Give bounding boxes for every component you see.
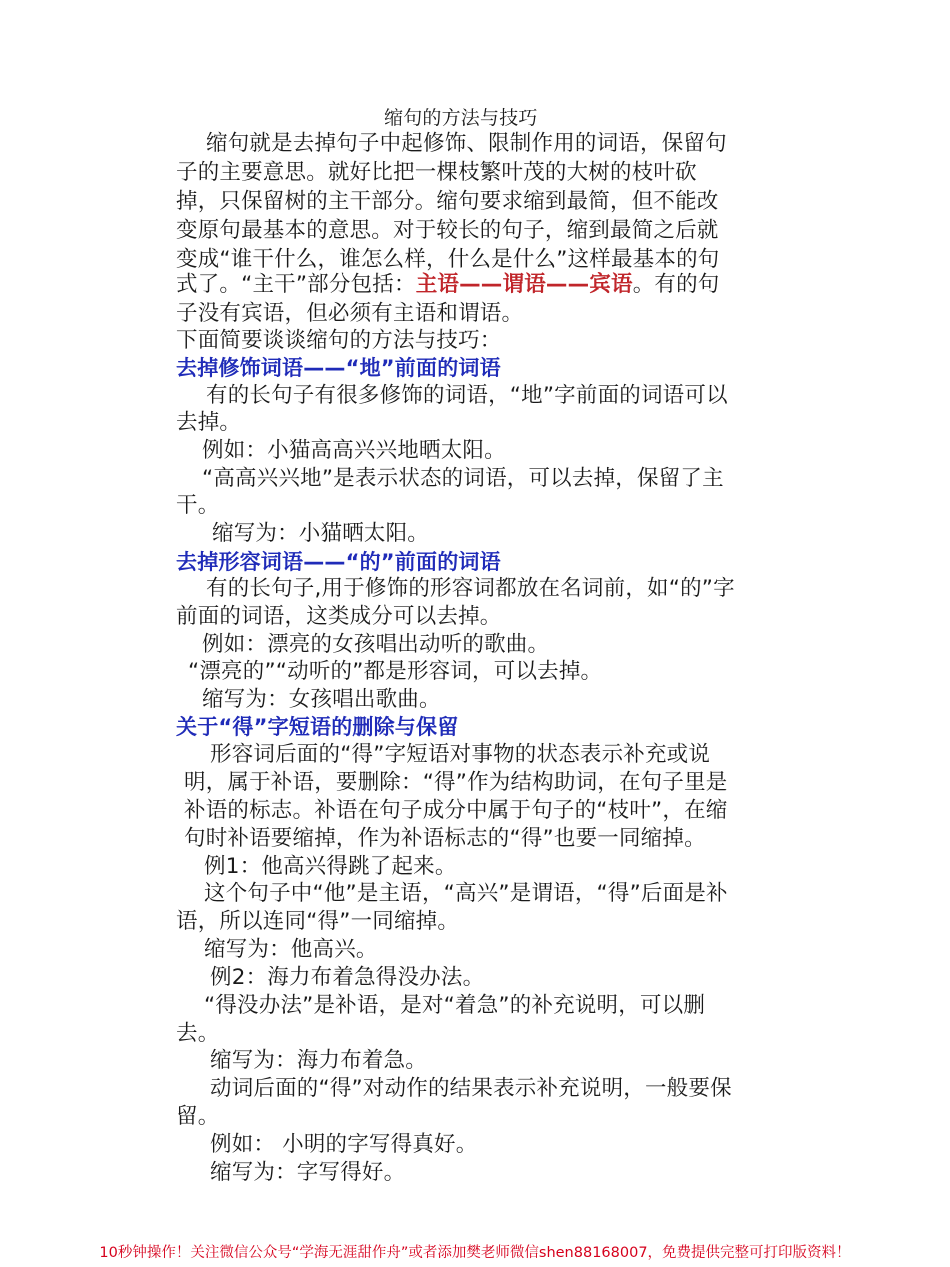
section3-line: 去。 [176,1021,220,1046]
intro-text: 式了。“主干”部分包括： [176,272,416,297]
section-heading-remove-modifiers: 去掉修饰词语——“地”前面的词语 [176,356,501,380]
section3-line: 语，所以连同“得”一同缩掉。 [176,909,460,934]
intro-line: 掉，只保留树的主干部分。缩句要求缩到最简，但不能改 [176,189,719,214]
section3-line: 动词后面的“得”对动作的结果表示补充说明，一般要保 [210,1076,732,1101]
promo-footer: 10秒钟操作！关注微信公众号“学海无涯甜作舟”或者添加樊老师微信shen88168007，免费提供完整可打印版资料！ [99,1245,851,1261]
sentence-structure-highlight: 主语——谓语——宾语 [415,272,633,297]
section3-line: 留。 [176,1104,220,1129]
section1-line: 干。 [176,493,220,518]
intro-line: 变成“谁干什么，谁怎么样，什么是什么”这样最基本的句 [176,247,720,272]
section2-example: 例如：漂亮的女孩唱出动听的歌曲。 [202,632,550,657]
section3-result: 缩写为：他高兴。 [204,937,378,962]
section3-line: 形容词后面的“得”字短语对事物的状态表示补充或说 [210,742,711,767]
section2-line: “漂亮的”“动听的”都是形容词，可以去掉。 [188,659,603,684]
section2-result: 缩写为：女孩唱出歌曲。 [202,687,441,712]
section-heading-remove-adjectives: 去掉形容词语——“的”前面的词语 [176,550,501,574]
section3-result: 缩写为：海力布着急。 [210,1048,428,1073]
section1-line: “高高兴兴地”是表示状态的词语，可以去掉，保留了主 [202,466,724,491]
intro-line: 变原句最基本的意思。对于较长的句子，缩到最简之后就 [176,218,719,243]
intro-line: 下面简要谈谈缩句的方法与技巧： [176,328,502,353]
section3-example: 例如： 小明的字写得真好。 [210,1132,478,1157]
page-title: 缩句的方法与技巧 [384,107,538,129]
section3-line: 补语的标志。补语在句子成分中属于句子的“枝叶”，在缩 [184,798,728,823]
section3-line: 句时补语要缩掉，作为补语标志的“得”也要一同缩掉。 [184,826,706,851]
intro-line: 缩句就是去掉句子中起修饰、限制作用的词语，保留句 [206,131,727,156]
intro-line: 子的主要意思。就好比把一棵枝繁叶茂的大树的枝叶砍 [176,160,697,185]
section1-line: 去掉。 [176,410,242,435]
section3-line: 这个句子中“他”是主语，“高兴”是谓语，“得”后面是补 [204,881,728,906]
section3-result: 缩写为：字写得好。 [210,1160,406,1185]
section3-line: “得没办法”是补语，是对“着急”的补充说明，可以删 [204,993,706,1018]
intro-line: 子没有宾语，但必须有主语和谓语。 [176,301,524,326]
section1-line: 有的长句子有很多修饰的词语，“地”字前面的词语可以 [206,383,728,408]
section3-example: 例2：海力布着急得没办法。 [210,965,485,990]
section1-result: 缩写为：小猫晒太阳。 [212,521,430,546]
section3-example: 例1：他高兴得跳了起来。 [204,854,457,879]
section2-line: 有的长句子,用于修饰的形容词都放在名词前，如“的”字 [206,576,735,601]
section2-line: 前面的词语，这类成分可以去掉。 [176,604,502,629]
section3-line: 明，属于补语，要删除：“得”作为结构助词，在句子里是 [184,770,728,795]
section-heading-de-phrases: 关于“得”字短语的删除与保留 [176,715,459,739]
section1-example: 例如：小猫高高兴兴地晒太阳。 [202,438,506,463]
intro-line [176,271,720,299]
intro-text: 。有的句 [632,272,720,297]
